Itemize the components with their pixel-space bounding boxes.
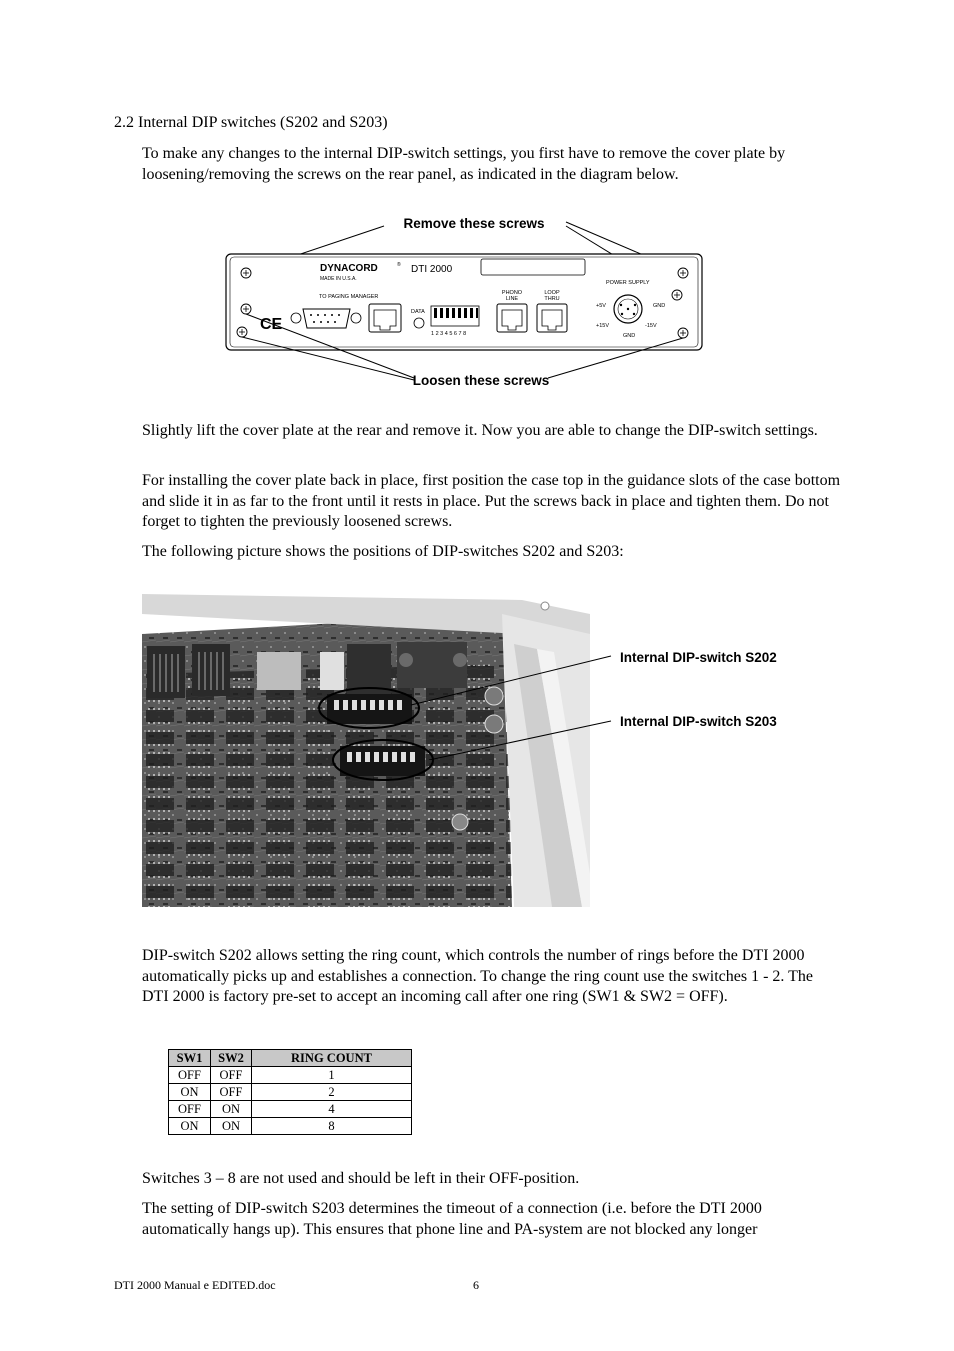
- s203-paragraph: The setting of DIP-switch S203 determines the timeout of a connection (i.e. before the DTI 2000 automatically hangs up). This ensures that phone line and PA-system are not blocked any longer: [142, 1200, 762, 1238]
- footer-filename: DTI 2000 Manual e EDITED.doc: [114, 1278, 276, 1292]
- connector-screw-icon: [351, 313, 361, 323]
- p5v-label: +5V: [596, 303, 606, 309]
- brand-logo: DYNACORD: [320, 263, 378, 274]
- dip-numbers: 1 2 3 4 5 6 7 8: [431, 331, 467, 337]
- s202-callout: Internal DIP-switch S202: [620, 650, 777, 665]
- table-cell: 1: [252, 1067, 412, 1084]
- made-in-label: MADE IN U.S.A.: [320, 276, 357, 282]
- picture-intro-paragraph: The following picture shows the positions of DIP-switches S202 and S203:: [142, 543, 624, 560]
- connector-screw-icon: [291, 313, 301, 323]
- table-cell: OFF: [211, 1084, 252, 1101]
- table-row: [169, 1067, 412, 1084]
- section-title: Internal DIP switches (S202 and S203): [138, 114, 388, 131]
- p15v-label: +15V: [596, 323, 609, 329]
- section-number: 2.2: [114, 114, 134, 131]
- ce-mark: CE: [260, 316, 283, 333]
- section-heading: [114, 114, 388, 132]
- table-cell: OFF: [169, 1067, 211, 1084]
- thru-label: THRU: [544, 296, 560, 302]
- table-cell: OFF: [211, 1067, 252, 1084]
- model-label: DTI 2000: [411, 264, 453, 275]
- table-cell: OFF: [169, 1101, 211, 1118]
- column-header: RING COUNT: [252, 1050, 412, 1067]
- s202-paragraph: DIP-switch S202 allows setting the ring count, which controls the number of rings before the DTI 2000 automatically picks up and establishes a connection. To change the ring count use the switches 1 - 2. The DTI 2000 is factory pre-set to accept an incoming call after one ring (SW1 & SW2 = OFF).: [142, 947, 813, 1005]
- label-window: [481, 259, 585, 275]
- column-header: SW1: [169, 1050, 211, 1067]
- photo-callout-lines: [0, 640, 954, 760]
- loop-label: LOOP: [544, 290, 560, 296]
- brand-mark: ®: [397, 262, 401, 268]
- m15v-label: -15V: [645, 323, 657, 329]
- table-cell: 4: [252, 1101, 412, 1118]
- phono-label: PHONO: [501, 290, 523, 296]
- unused-switches-paragraph: Switches 3 – 8 are not used and should be left in their OFF-position.: [142, 1170, 580, 1187]
- to-paging-label: TO PAGING MANAGER: [319, 294, 379, 300]
- table-cell: ON: [211, 1101, 252, 1118]
- column-header: SW2: [211, 1050, 252, 1067]
- db9-connector-icon: [303, 309, 350, 328]
- table-row: [169, 1084, 412, 1101]
- ring-count-table: [168, 1049, 412, 1135]
- install-paragraph: For installing the cover plate back in place, first position the case top in the guidance slots of the case bottom and slide it in as far to the front until it rests in place. Put the screws back in place and tighten them. Do not forget to tighten the previously loosened screws.: [142, 472, 841, 530]
- s203-callout: Internal DIP-switch S203: [620, 714, 777, 729]
- table-cell: 2: [252, 1084, 412, 1101]
- line-label: LINE: [505, 296, 519, 302]
- gnd-right-label: GND: [653, 303, 666, 309]
- table-cell: 8: [252, 1118, 412, 1135]
- intro-paragraph: To make any changes to the internal DIP-switch settings, you first have to remove the cover plate by loosening/removing the screws on the rear panel, as indicated in the diagram below.: [142, 145, 786, 183]
- table-row: [169, 1101, 412, 1118]
- rj-jack-icon: [537, 304, 567, 332]
- page-number: 6: [473, 1278, 479, 1292]
- table-cell: ON: [169, 1118, 211, 1135]
- loosen-screws-label: Loosen these screws: [412, 373, 550, 388]
- data-led-icon: [414, 318, 424, 328]
- remove-screws-label: Remove these screws: [403, 216, 545, 231]
- power-supply-label: POWER SUPPLY: [606, 280, 650, 286]
- data-label: DATA: [411, 309, 425, 315]
- table-header-row: [169, 1050, 412, 1067]
- rear-panel-diagram: [0, 200, 954, 400]
- rj-jack-icon: [497, 304, 527, 332]
- table-cell: ON: [169, 1084, 211, 1101]
- table-row: [169, 1118, 412, 1135]
- lift-paragraph: Slightly lift the cover plate at the rear and remove it. Now you are able to change the DIP-switch settings.: [142, 422, 818, 439]
- gnd-bottom-label: GND: [623, 333, 636, 339]
- table-cell: ON: [211, 1118, 252, 1135]
